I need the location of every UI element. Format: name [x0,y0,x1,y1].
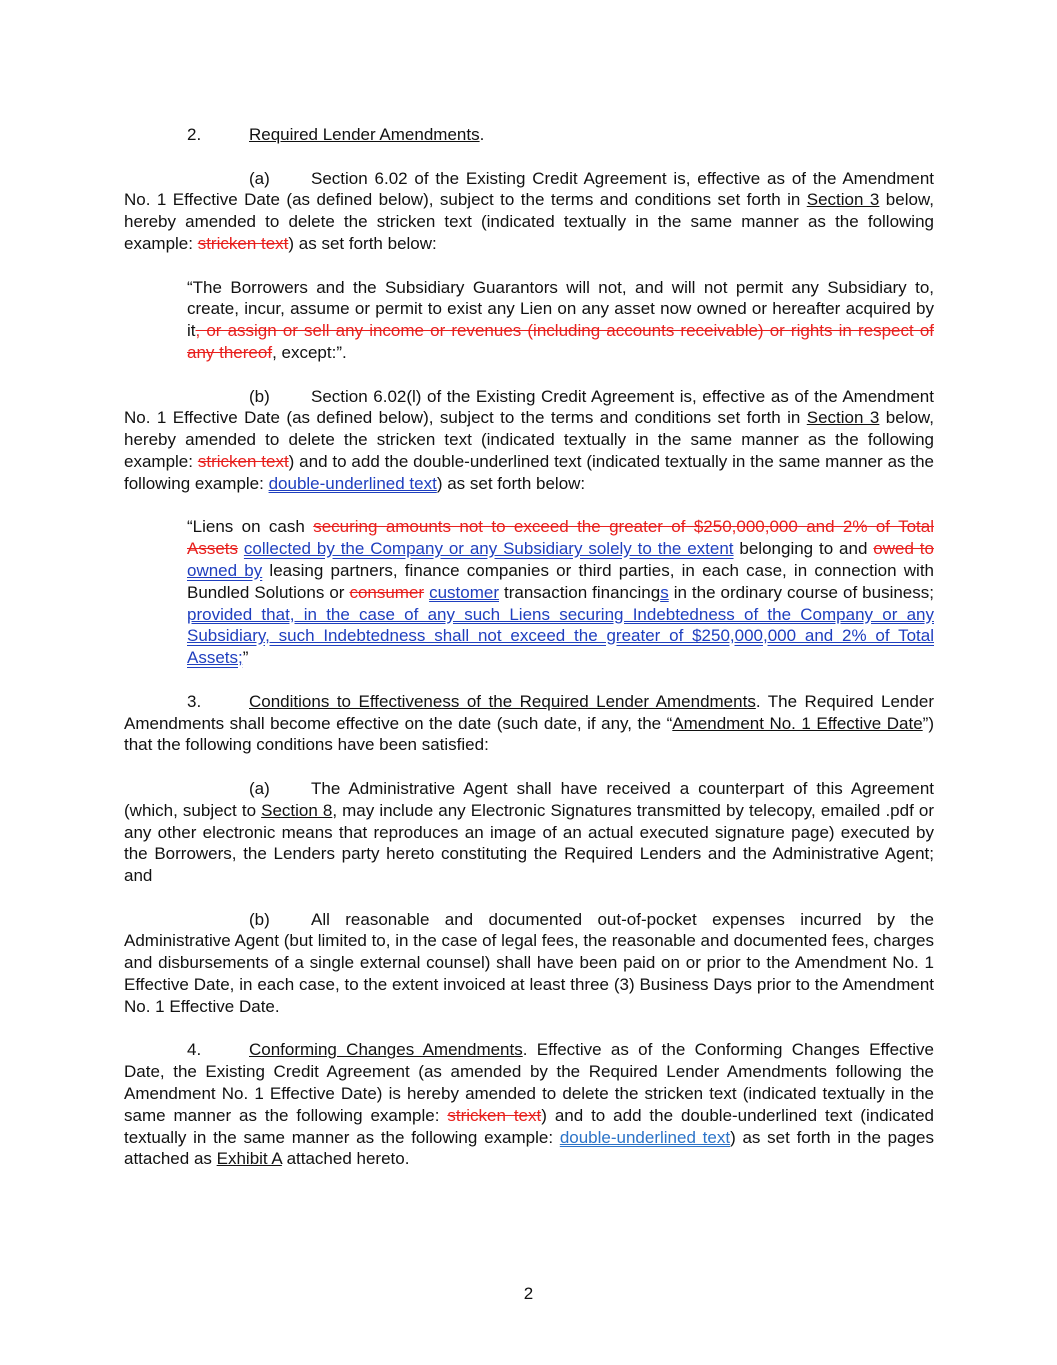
section-title: Required Lender Amendments [249,125,480,144]
cross-reference: Exhibit A [216,1149,282,1169]
clause-label: (b) [249,909,270,929]
section-3-paragraph: 3. Conditions to Effectiveness of the Required Lender Amendments. The Required Lender Amendments shall become effective on the date (such date, if any, the “Amendment No. 1 Effective Date”) that the following conditions have been satisfied: [124,691,934,755]
cross-reference: Section 8 [261,800,333,820]
section-3a-paragraph: (a) The Administrative Agent shall have received a counterpart of this Agreement (which, subject to Section 8, may include any Electronic Signatures transmitted by telecopy, emailed .pdf or any other electronic means that reproduces an image of an actual executed signature page) executed by the Borrowers, the Lenders party hereto constituting the Required Lenders and the Administrative Agent; and [124,778,934,886]
deleted-text: , or assign or sell any income or revenues (including accounts receivable) or rights in respect of any thereof [187,321,934,362]
section-2-heading: 2. Required Lender Amendments. [187,125,485,144]
clause-label: (b) [249,386,270,406]
deleted-text: owed to [873,539,934,559]
section-number: 2. [187,125,202,144]
document-page [124,124,934,1170]
cross-reference: Section 3 [806,408,880,428]
inserted-text: customer [429,582,499,602]
section-title: Conditions to Effectiveness of the Required Lender Amendments [249,691,756,711]
clause-label: (a) [249,168,270,188]
deleted-text: securing amounts not to exceed the greater of $250,000,000 and 2% of Total Assets [187,517,934,559]
stricken-example: stricken text [197,233,289,253]
inserted-example: double-underlined text [559,1127,731,1147]
inserted-text: provided that, in the case of any such Liens securing Indebtedness of the Company or any Subsidiary, such Indebtedness shall not exceed the greater of $250,000,000 and 2% of Total Assets; [187,604,934,668]
section-title: Conforming Changes Amendments [249,1040,523,1060]
section-number: 3. [187,691,202,711]
stricken-example: stricken text [447,1105,542,1125]
inserted-example: double-underlined text [268,473,437,493]
deleted-text: consumer [349,582,425,602]
inserted-text: s [660,582,669,602]
section-2a-paragraph: (a) Section 6.02 of the Existing Credit Agreement is, effective as of the Amendment No. 1 Effective Date (as defined below), subject to the terms and conditions set forth in Section 3 below, hereby amended to delete the stricken text (indicated textually in the same manner as the following example: stricken text) as set forth below: [124,168,934,253]
inserted-text: owned by [187,560,263,580]
section-3b-paragraph: (b) All reasonable and documented out-of-pocket expenses incurred by the Administrative Agent (but limited to, in the case of legal fees, the reasonable and documented fees, charges and disbursements of a single external counsel) shall have been paid on or prior to the Amendment No. 1 Effective Date, in each case, to the extent invoiced at least three (3) Business Days prior to the Amendment No. 1 Effective Date. [124,909,934,1016]
section-2b-quote: “Liens on cash securing amounts not to exceed the greater of $250,000,000 and 2% of Total Assets collected by the Company or any Subsidiary solely to the extent belonging to and owed to owned by leasing partners, finance companies or third parties, in each case, in connection with Bundled Solutions or consumer customer transaction financings in the ordinary course of business; provided that, in the case of any such Liens securing Indebtedness of the Company or any Subsidiary, such Indebtedness shall not exceed the greater of $250,000,000 and 2% of Total Assets;” [187,517,934,668]
section-2a-quote: “The Borrowers and the Subsidiary Guarantors will not, and will not permit any Subsidiary to, create, incur, assume or permit to exist any Lien on any asset now owned or hereafter acquired by it, or assign or sell any income or revenues (including accounts receivable) or rights in respect of any thereof, except:”. [187,277,934,362]
section-4-paragraph: 4. Conforming Changes Amendments. Effective as of the Conforming Changes Effective Date, the Existing Credit Agreement (as amended by the Required Lender Amendments following the Amendment No. 1 Effective Date) is hereby amended to delete the stricken text (indicated textually in the same manner as the following example: stricken text) and to add the double-underlined text (indicated textually in the same manner as the following example: double-underlined text) as set forth in the pages attached as Exhibit A attached hereto. [124,1040,935,1169]
section-number: 4. [187,1040,202,1060]
inserted-text: collected by the Company or any Subsidiary solely to the extent [243,539,734,559]
page-number: 2 [523,1284,534,1303]
stricken-example: stricken text [197,451,289,471]
defined-term: Amendment No. 1 Effective Date [672,713,923,733]
section-2b-paragraph: (b) Section 6.02(l) of the Existing Credit Agreement is, effective as of the Amendment No. 1 Effective Date (as defined below), subject to the terms and conditions set forth in Section 3 below, hereby amended to delete the stricken text (indicated textually in the same manner as the following example: stricken text) and to add the double-underlined text (indicated textually in the same manner as the following example: double-underlined text) as set forth below: [124,386,935,493]
cross-reference: Section 3 [806,190,880,210]
clause-label: (a) [249,778,270,798]
